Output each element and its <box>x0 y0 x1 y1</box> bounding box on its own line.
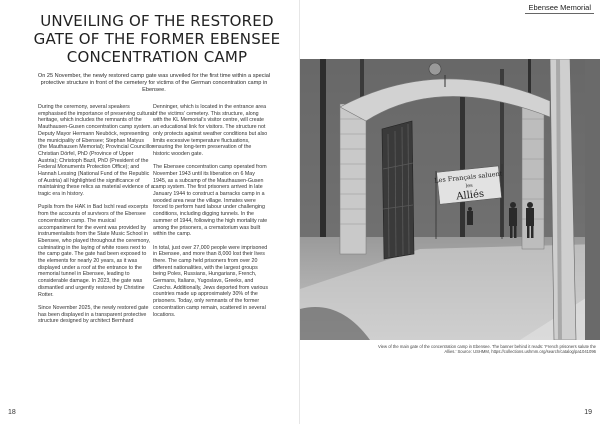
page-number-right: 19 <box>584 409 592 416</box>
left-page <box>0 0 299 424</box>
banner-text: les <box>465 182 474 190</box>
article-title <box>26 12 288 66</box>
section-label: Ebensee Memorial <box>525 2 594 14</box>
banner-text: Alliés <box>455 188 485 203</box>
title-line: CONCENTRATION CAMP <box>66 48 248 66</box>
text-column-left <box>38 104 154 332</box>
paragraph: The Ebensee concentration camp operated from November 1943 until its liberation on 6 May 1945, as a subcamp of the Mauthausen-Gusen camp system. The first prisoners arrived in late January 1944 to construct a barracks camp in a wooded area near the village. Inmates were forced to perform hard labour under challenging conditions, including digging tunnels. In the summer of 1944, following the high mortality rate among the prisoners, a crematorium was built within the camp. <box>153 164 268 238</box>
banner-text: Les Français saluent <box>433 169 503 185</box>
paragraph: Pupils from the HAK in Bad Ischl read excerpts from the accounts of survivors of the Ebensee concentration camp. The musical accompaniment for the event was provided by instrumentalists from the State Music School in Ebensee, who played throughout the ceremony, culminating in the laying of white roses next to the camp gate. The gate had been exposed to the elements for nearly 20 years, as it was displayed under a roof at the entrance to the memorial tunnel in Ebensee, leading to considerable damage. In 2023, the gate was dismantled and urgently restored by Christine Rotter. <box>38 204 151 298</box>
paragraph: During the ceremony, several speakers emphasised the importance of preserving cultural heritage, which includes the remnants of the Mauthausen-Gusen concentration camp system. Deputy Mayor Hermann Neuböck, representing the municipality of Ebensee; Stephan Matyus (the Mauthausen Memorial); Provincial Councillor Christian Dörfel, PhD (Province of Upper Austria); Christoph Bazil, PhD (President of the Federal Monuments Protection Office); and Hannah Lessing (National Fund of the Republic of Austria) all highlighted the significance of maintaining these relics as material evidence of a tragic era in history. <box>38 104 154 198</box>
caption-line: View of the main gate of the concentration camp in Ebensee. The banner behind it reads: ‘French prisoners salute the <box>378 344 596 349</box>
photo-caption <box>358 344 596 355</box>
paragraph: Denninger, which is located in the entrance area of the victims’ cemetery. This structure, along with the KL Memorial’s visitor centre, will create an educational link for visitors. The structure not only protects against weather conditions but also limits excessive temperature fluctuations, ensuring the long-term preservation of the historic wooden gate. <box>153 104 268 157</box>
text-column-right <box>153 104 269 325</box>
paragraph: Since November 2025, the newly restored gate has been displayed in a transparent protective structure designed by architect Bernhard <box>38 304 149 325</box>
paragraph: In total, just over 27,000 people were imprisoned in Ebensee, and more than 8,000 lost their lives there. The camp held prisoners from over 20 different nationalities, with the largest groups being Poles, Russians, Hungarians, French, Germans, Italians, Yugoslavs, Greeks, and Czechs. Additionally, Jews deported from various countries made up approximately 30% of the prisoners. Today, only remnants of the former concentration camp remain, scattered in several locations. <box>153 244 269 318</box>
caption-line: Allies.’ Source: USHMM, https://collections.ushmm.org/search/catalog/pa1041096 <box>444 349 596 355</box>
article-lead: On 25 November, the newly restored camp gate was unveiled for the first time within a special protective structure in front of the cemetery for victims of the German concentration camp in Ebensee. <box>37 73 271 94</box>
title-line: GATE OF THE FORMER EBENSEE <box>33 30 281 48</box>
camp-gate-photo <box>300 59 600 340</box>
right-page <box>300 0 600 424</box>
title-line: UNVEILING OF THE RESTORED <box>40 12 274 30</box>
page-number-left: 18 <box>8 409 16 416</box>
